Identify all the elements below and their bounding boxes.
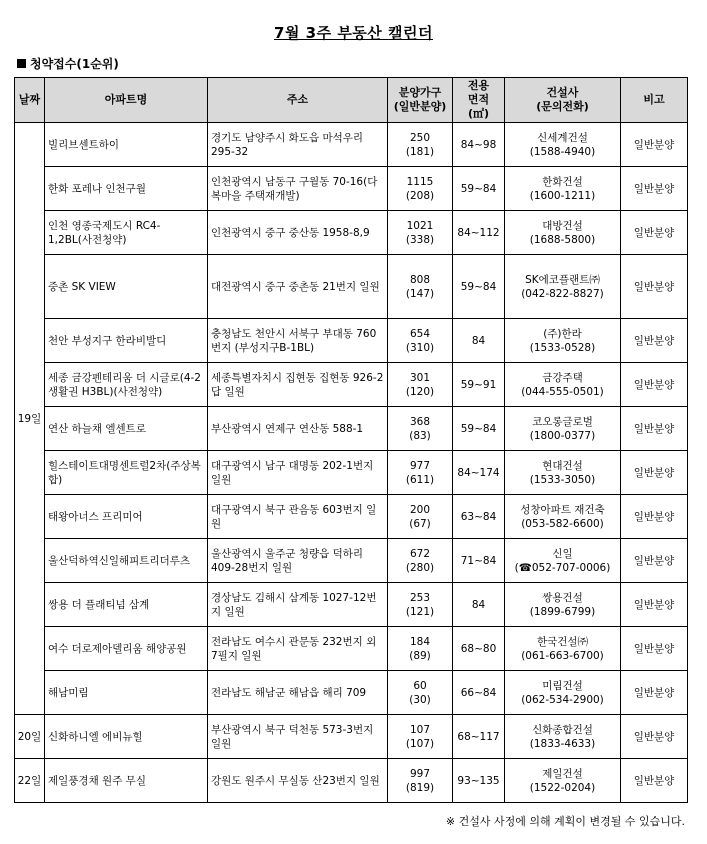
units-cell: 654 (310)	[388, 319, 453, 363]
area-cell: 84	[453, 319, 505, 363]
date-cell: 22일	[15, 759, 45, 803]
square-bullet-icon	[17, 59, 26, 68]
units-cell: 107 (107)	[388, 715, 453, 759]
note-cell: 일반분양	[621, 715, 688, 759]
apartment-name-cell: 여수 더로제아델리움 해양공원	[45, 627, 208, 671]
apartment-name-cell: 힐스테이트대명센트럴2차(주상복합)	[45, 451, 208, 495]
area-cell: 84~98	[453, 123, 505, 167]
address-cell: 부산광역시 북구 덕천동 573-3번지 일원	[208, 715, 388, 759]
header-note: 비고	[621, 78, 688, 123]
area-cell: 68~117	[453, 715, 505, 759]
address-cell: 부산광역시 연제구 연산동 588-1	[208, 407, 388, 451]
address-cell: 세종특별자치시 집현동 집현동 926-2답 일원	[208, 363, 388, 407]
address-cell: 인천광역시 중구 중산동 1958-8,9	[208, 211, 388, 255]
builder-cell: 신일 (☎052-707-0006)	[505, 539, 621, 583]
address-cell: 경상남도 김해시 삼계동 1027-12번지 일원	[208, 583, 388, 627]
address-cell: 대전광역시 중구 중촌동 21번지 일원	[208, 255, 388, 319]
calendar-table	[14, 77, 688, 803]
table-row	[15, 123, 688, 167]
address-cell: 충청남도 천안시 서북구 부대동 760번지 (부성지구B-1BL)	[208, 319, 388, 363]
apartment-name-cell: 중촌 SK VIEW	[45, 255, 208, 319]
units-cell: 808 (147)	[388, 255, 453, 319]
header-apartment: 아파트명	[45, 78, 208, 123]
units-cell: 301 (120)	[388, 363, 453, 407]
table-row	[15, 715, 688, 759]
note-cell: 일반분양	[621, 583, 688, 627]
footnote: ※ 건설사 사정에 의해 계획이 변경될 수 있습니다.	[445, 815, 685, 828]
note-cell: 일반분양	[621, 123, 688, 167]
apartment-name-cell: 쌍용 더 플래티넘 삼계	[45, 583, 208, 627]
note-cell: 일반분양	[621, 255, 688, 319]
area-cell: 84	[453, 583, 505, 627]
units-cell: 60 (30)	[388, 671, 453, 715]
address-cell: 전라남도 해남군 해남읍 해리 709	[208, 671, 388, 715]
table-row	[15, 211, 688, 255]
note-cell: 일반분양	[621, 407, 688, 451]
apartment-name-cell: 울산덕하역신일해피트리더루츠	[45, 539, 208, 583]
area-cell: 93~135	[453, 759, 505, 803]
date-cell: 20일	[15, 715, 45, 759]
address-cell: 울산광역시 울주군 청량읍 덕하리 409-28번지 일원	[208, 539, 388, 583]
header-date: 날짜	[15, 78, 45, 123]
address-cell: 경기도 남양주시 화도읍 마석우리 295-32	[208, 123, 388, 167]
units-cell: 184 (89)	[388, 627, 453, 671]
table-row	[15, 167, 688, 211]
table-row	[15, 671, 688, 715]
builder-cell: 신화종합건설 (1833-4633)	[505, 715, 621, 759]
apartment-name-cell: 천안 부성지구 한라비발디	[45, 319, 208, 363]
section-label: 청약접수(1순위)	[30, 57, 119, 71]
date-cell: 19일	[15, 123, 45, 715]
area-cell: 59~84	[453, 255, 505, 319]
address-cell: 강원도 원주시 무실동 산23번지 일원	[208, 759, 388, 803]
apartment-name-cell: 연산 하늘채 엘센트로	[45, 407, 208, 451]
note-cell: 일반분양	[621, 319, 688, 363]
builder-cell: 미림건설 (062-534-2900)	[505, 671, 621, 715]
area-cell: 59~84	[453, 167, 505, 211]
table-row	[15, 583, 688, 627]
units-cell: 1115 (208)	[388, 167, 453, 211]
note-cell: 일반분양	[621, 759, 688, 803]
table-row	[15, 627, 688, 671]
header-units: 분양가구 (일반분양)	[388, 78, 453, 123]
area-cell: 59~84	[453, 407, 505, 451]
table-row	[15, 759, 688, 803]
note-cell: 일반분양	[621, 539, 688, 583]
apartment-name-cell: 빌리브센트하이	[45, 123, 208, 167]
note-cell: 일반분양	[621, 167, 688, 211]
note-cell: 일반분양	[621, 495, 688, 539]
apartment-name-cell: 세종 금강펜테리움 더 시글로(4-2생활권 H3BL)(사전청약)	[45, 363, 208, 407]
table-header-row	[15, 78, 688, 123]
area-cell: 71~84	[453, 539, 505, 583]
address-cell: 전라남도 여수시 관문동 232번지 외 7필지 일원	[208, 627, 388, 671]
units-cell: 672 (280)	[388, 539, 453, 583]
units-cell: 997 (819)	[388, 759, 453, 803]
header-address: 주소	[208, 78, 388, 123]
header-area: 전용 면적 (㎡)	[453, 78, 505, 123]
builder-cell: 코오롱글로벌 (1800-0377)	[505, 407, 621, 451]
address-cell: 대구광역시 북구 관음동 603번지 일원	[208, 495, 388, 539]
builder-cell: 쌍용건설 (1899-6799)	[505, 583, 621, 627]
area-cell: 84~174	[453, 451, 505, 495]
table-row	[15, 363, 688, 407]
address-cell: 인천광역시 남동구 구월동 70-16(다복마을 주택재개발)	[208, 167, 388, 211]
builder-cell: 금강주택 (044-555-0501)	[505, 363, 621, 407]
units-cell: 200 (67)	[388, 495, 453, 539]
page-title: 7월 3주 부동산 캘린더	[274, 24, 433, 42]
note-cell: 일반분양	[621, 671, 688, 715]
area-cell: 59~91	[453, 363, 505, 407]
table-row	[15, 255, 688, 319]
builder-cell: 성창아파트 재건축 (053-582-6600)	[505, 495, 621, 539]
table-row	[15, 319, 688, 363]
apartment-name-cell: 한화 포레나 인천구월	[45, 167, 208, 211]
apartment-name-cell: 해남미림	[45, 671, 208, 715]
builder-cell: SK에코플랜트㈜ (042-822-8827)	[505, 255, 621, 319]
units-cell: 368 (83)	[388, 407, 453, 451]
note-cell: 일반분양	[621, 451, 688, 495]
builder-cell: 현대건설 (1533-3050)	[505, 451, 621, 495]
builder-cell: 신세계건설 (1588-4940)	[505, 123, 621, 167]
area-cell: 63~84	[453, 495, 505, 539]
area-cell: 66~84	[453, 671, 505, 715]
apartment-name-cell: 신화하니엘 에비뉴힐	[45, 715, 208, 759]
note-cell: 일반분양	[621, 363, 688, 407]
table-row	[15, 539, 688, 583]
units-cell: 250 (181)	[388, 123, 453, 167]
area-cell: 84~112	[453, 211, 505, 255]
address-cell: 대구광역시 남구 대명동 202-1번지 일원	[208, 451, 388, 495]
note-cell: 일반분양	[621, 211, 688, 255]
table-row	[15, 495, 688, 539]
apartment-name-cell: 인천 영종국제도시 RC4-1,2BL(사전청약)	[45, 211, 208, 255]
table-row	[15, 451, 688, 495]
area-cell: 68~80	[453, 627, 505, 671]
header-builder: 건설사 (문의전화)	[505, 78, 621, 123]
apartment-name-cell: 제일풍경채 원주 무실	[45, 759, 208, 803]
note-cell: 일반분양	[621, 627, 688, 671]
apartment-name-cell: 태왕아너스 프리미어	[45, 495, 208, 539]
builder-cell: (주)한라 (1533-0528)	[505, 319, 621, 363]
table-row	[15, 407, 688, 451]
builder-cell: 대방건설 (1688-5800)	[505, 211, 621, 255]
section-heading	[17, 55, 119, 72]
units-cell: 253 (121)	[388, 583, 453, 627]
builder-cell: 제일건설 (1522-0204)	[505, 759, 621, 803]
units-cell: 977 (611)	[388, 451, 453, 495]
builder-cell: 한화건설 (1600-1211)	[505, 167, 621, 211]
units-cell: 1021 (338)	[388, 211, 453, 255]
builder-cell: 한국건설㈜ (061-663-6700)	[505, 627, 621, 671]
